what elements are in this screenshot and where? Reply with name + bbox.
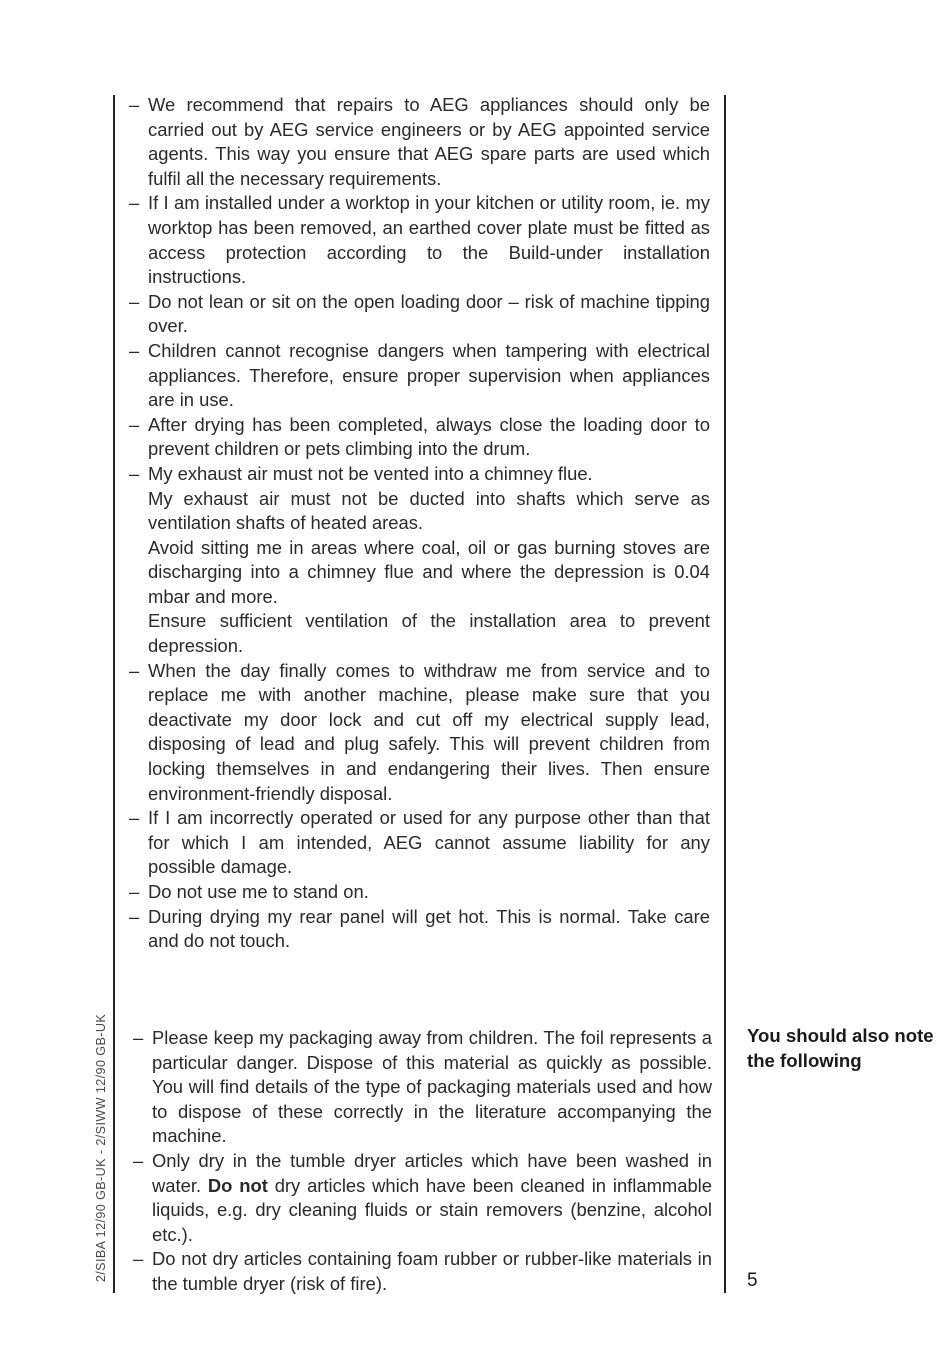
item-text: During drying my rear panel will get hot. This is normal. Take care and do not touch.	[148, 905, 710, 952]
item-text: Children cannot recognise dangers when tampering with electrical appliances. Therefore, ensure proper supervision when appliances are in use.	[148, 339, 710, 411]
item-text: When the day finally comes to withdraw me from service and to replace me with another machine, please make sure that you deactivate my door lock and cut off my electrical supply lead, disposing of lead and plug safely. This will prevent children from locking themselves in and endangering their lives. Then ensure environment-friendly disposal.	[148, 659, 710, 804]
list-item	[128, 806, 710, 880]
item-text: If I am incorrectly operated or used for any purpose other than that for which I am intended, AEG cannot assume liability for any possible damage.	[148, 807, 710, 878]
bullet-dash: –	[133, 1027, 144, 1048]
emphasis-do-not: Do not	[207, 1174, 268, 1196]
list-item	[128, 339, 710, 413]
list-item	[128, 191, 710, 289]
bullet-dash: –	[129, 192, 140, 214]
item-text: Please keep my packaging away from children. The foil represents a particular danger. Dispose of this material as quickly as possible. You will find details of the type of packaging materials used and how to dispose of these correctly in the literature accompanying the machine.	[152, 1027, 712, 1147]
list-item	[128, 880, 710, 905]
item-text: We recommend that repairs to AEG appliances should only be carried out by AEG service engineers or by AEG appointed service agents. This way you ensure that AEG spare parts are used which fulfil all the necessary requirements.	[148, 94, 710, 189]
item-text: If I am installed under a worktop in your kitchen or utility room, ie. my worktop has been removed, an earthed cover plate must be fitted as access protection according to the Build-under installation instructions.	[148, 192, 710, 288]
item-text: My exhaust air must not be ducted into shafts which serve as ventilation shafts of heated areas.	[148, 487, 710, 534]
bullet-dash: –	[133, 1248, 144, 1270]
list-item	[128, 290, 710, 339]
item-text-before: Only dry in the tumble dryer articles which have been washed in water.	[152, 1149, 712, 1196]
left-margin-rule	[113, 95, 115, 1293]
right-margin-rule	[724, 95, 726, 1293]
bullet-dash: –	[129, 94, 140, 115]
additional-notes-list	[132, 1026, 712, 1297]
bullet-dash: –	[129, 462, 140, 484]
bullet-dash: –	[129, 881, 140, 902]
item-text: After drying has been completed, always close the loading door to prevent children or pets climbing into the drum.	[148, 413, 710, 460]
item-text: Avoid sitting me in areas where coal, oil or gas burning stoves are discharging into a chimney flue and where the depression is 0.04 mbar and more.	[148, 536, 710, 607]
list-item	[128, 659, 710, 807]
list-item	[128, 462, 710, 659]
list-item	[132, 1247, 712, 1296]
list-item	[128, 93, 710, 191]
bullet-dash: –	[129, 339, 140, 361]
item-text: My exhaust air must not be vented into a chimney flue.	[148, 462, 593, 484]
item-text: Do not lean or sit on the open loading door – risk of machine tipping over.	[148, 290, 710, 337]
list-item	[132, 1149, 712, 1247]
bullet-dash: –	[129, 807, 140, 829]
list-item	[132, 1026, 712, 1149]
safety-instructions-list	[128, 93, 710, 954]
item-text: Do not use me to stand on.	[148, 881, 369, 902]
item-text	[152, 1149, 712, 1247]
bullet-dash: –	[129, 290, 140, 312]
bullet-dash: –	[129, 905, 140, 927]
item-text: Ensure sufficient ventilation of the installation area to prevent depression.	[148, 610, 710, 657]
list-item	[128, 413, 710, 462]
bullet-dash: –	[133, 1149, 144, 1171]
item-text: Do not dry articles containing foam rubber or rubber-like materials in the tumble dryer (risk of fire).	[152, 1248, 712, 1294]
item-text-after: dry articles which have been cleaned in inflammable liquids, e.g. dry cleaning fluids or stain removers (benzine, alcohol etc.).	[152, 1174, 713, 1245]
document-code: 2/SIBA 12/90 GB-UK - 2/SIWW 12/90 GB-UK	[94, 1013, 108, 1283]
side-heading: You should also note the following	[747, 1025, 934, 1071]
page-number: 5	[747, 1270, 758, 1291]
bullet-dash: –	[129, 659, 140, 681]
list-item	[128, 905, 710, 954]
bullet-dash: –	[129, 413, 140, 435]
